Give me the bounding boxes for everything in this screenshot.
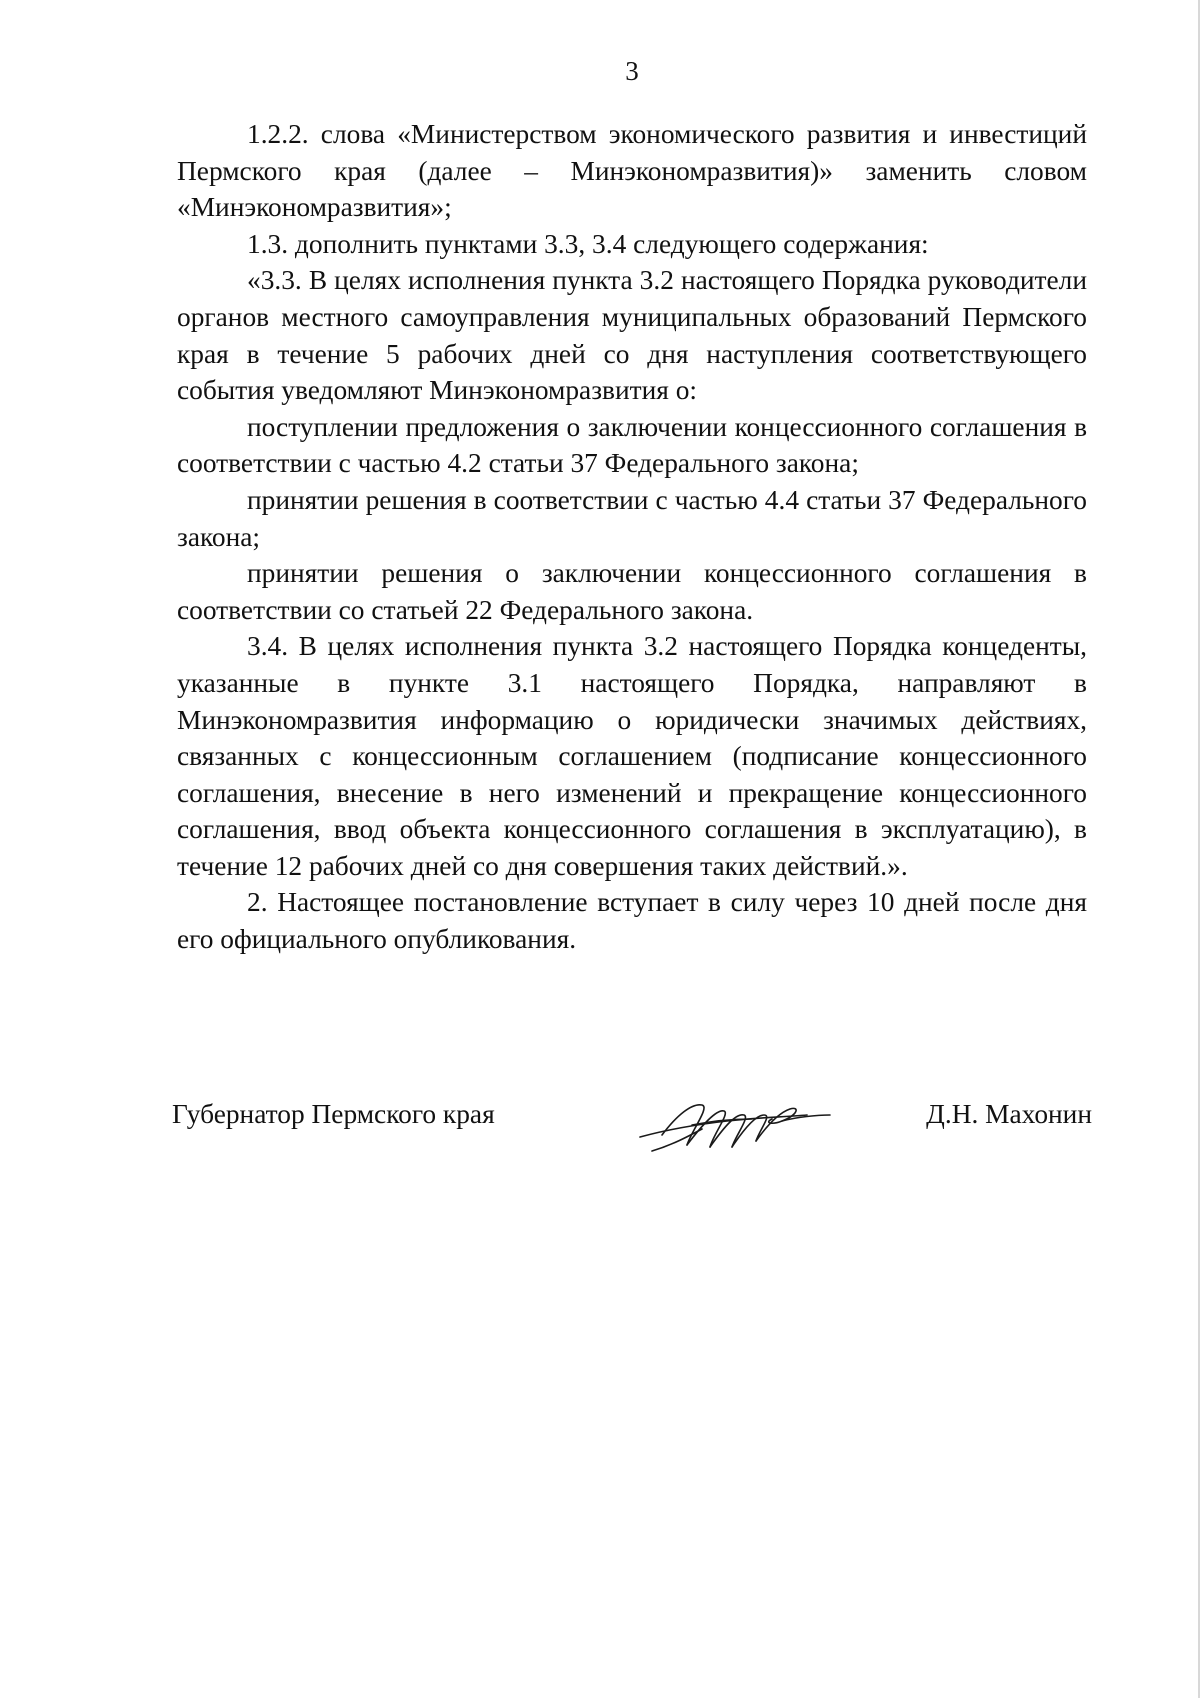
paragraph-2: 2. Настоящее постановление вступает в силу через 10 дней после дня его официального опубликования. [177,887,1087,955]
signature-block [172,1085,1092,1165]
page-number: 3 [625,56,639,86]
paragraph-item-proposal: поступлении предложения о заключении концессионного соглашения в соответствии с частью 4.2 статьи 37 Федерального закона; [177,411,1087,479]
paragraph-item-decision-22: принятии решения о заключении концессионного соглашения в соответствии со статьей 22 Федерального закона. [177,558,1087,625]
paragraph-3-4: 3.4. В целях исполнения пункта 3.2 настоящего Порядка концеденты, указанные в пункте 3.1 настоящего Порядка, направляют в Минэкономразвития информацию о юридически значимых действиях, связанных с концессионным соглашением (подписание концессионного соглашения, внесение в него изменений и прекращение концессионного соглашения, ввод объекта концессионного соглашения в эксплуатацию), в течение 12 рабочих дней со дня совершения таких действий.». [177,631,1087,881]
signatory-name: Д.Н. Махонин [926,1099,1092,1129]
paragraph-3-3: «3.3. В целях исполнения пункта 3.2 настоящего Порядка руководители органов местного самоуправления муниципальных образований Пермского края в течение 5 рабочих дней со дня наступления соответствующего события уведомляют Минэкономразвития о: [177,265,1087,406]
document-body [177,116,1087,958]
paragraph-item-decision-4-4: принятии решения в соответствии с частью 4.4 статьи 37 Федерального закона; [177,484,1087,552]
handwritten-signature [632,1085,832,1165]
paragraph-1-2-2: 1.2.2. слова «Министерством экономического развития и инвестиций Пермского края (далее – Минэкономразвития)» заменить словом «Минэкономразвития»; [177,119,1087,223]
paragraph-1-3: 1.3. дополнить пунктами 3.3, 3.4 следующего содержания: [247,228,929,259]
signatory-position: Губернатор Пермского края [172,1099,495,1129]
